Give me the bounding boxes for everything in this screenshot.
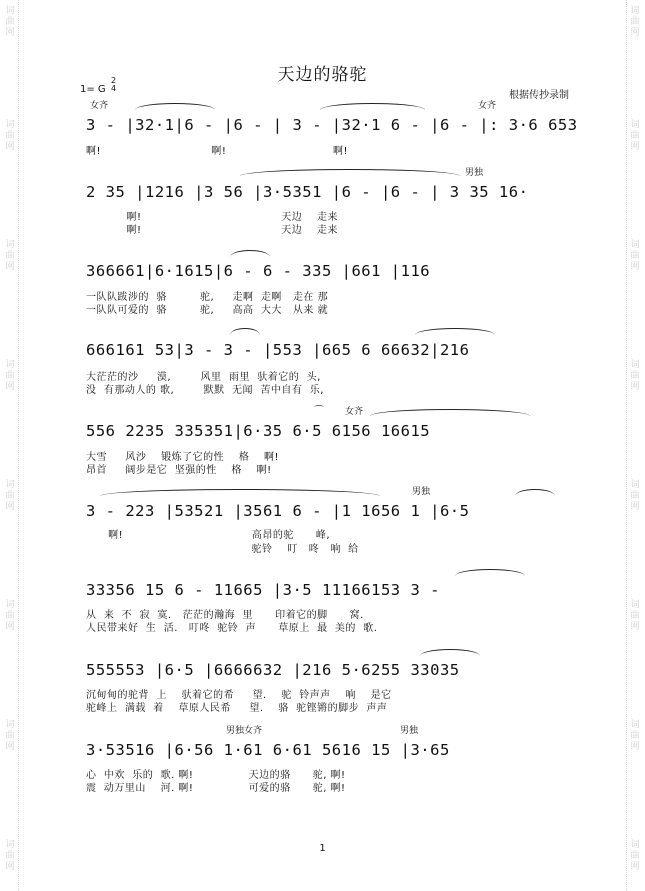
notation-line: 3·53516 |6·56 1·61 6·61 5616 15 |3·65 [86,741,450,759]
lyric-line: 驼峰上 满载 着 草原人民希 望. 骆 驼铿锵的脚步 声声 [86,703,388,714]
lyric-line: 啊! 天边 走来 [86,212,338,223]
notation-line: 3 - 223 |53521 |3561 6 - |1 1656 1 |6·5 [86,502,470,520]
key-signature: 1= G [80,84,106,95]
slur-mark [515,489,555,496]
watermark-text: 词曲网 [5,840,15,872]
lyric-line: 驼铃 叮 咚 响 给 [86,544,359,555]
notation-line: 3 - |32·1|6 - |6 - | 3 - |32·1 6 - |6 - |: 3·6 653 [86,116,578,134]
lyric-line: 一队队可爱的 骆 驼, 高高 大大 从来 就 [86,305,329,316]
slur-mark [135,103,215,110]
meter-top: 2 [111,76,117,85]
watermark-text: 词曲网 [630,6,640,38]
lyric-line: 沉甸甸的驼背 上 驮着它的希 望. 驼 铃声声 响 是它 [86,690,392,701]
lyric-line: 大茫茫的沙 漠, 风里 雨里 驮着它的 头, [86,372,321,383]
watermark-text: 词曲网 [630,360,640,392]
lyric-line: 啊! 天边 走来 [86,225,338,236]
watermark-text: 词曲网 [630,720,640,752]
lyric-line: 大雪 风沙 锻炼了它的性 格 啊! [86,452,280,463]
notation-line: 366661|6·1615|6 - 6 - 335 |661 |116 [86,262,431,280]
slur-mark [320,103,425,110]
part-tag: 男独 [412,487,431,497]
part-tag: 女齐 [90,101,109,111]
lyric-line: 昂首 阔步是它 坚强的性 格 啊! [86,465,272,476]
part-tag: 男独 [400,726,419,736]
source-note: 根据传抄录制 [509,90,569,101]
lyric-line: 啊! 啊! 啊! [86,146,349,157]
watermark-text: 词曲网 [630,240,640,272]
part-tag: 女齐 [345,407,364,417]
watermark-text: 词曲网 [5,480,15,512]
lyric-line: 一队队跋涉的 骆 驼, 走啊 走啊 走在 那 [86,292,329,303]
slur-mark [370,409,530,416]
notation-line: 556 2235 335351|6·35 6·5 6156 16615 [86,422,431,440]
lyric-line: 没 有那动人的 歌, 默默 无闻 苦中自有 乐, [86,385,324,396]
slur-mark [240,169,460,176]
part-tag: 女齐 [478,101,497,111]
lyric-line: 震 动万里山 河. 啊! 可爱的骆 驼, 啊! [86,783,346,794]
slur-mark [230,328,260,335]
watermark-text: 词曲网 [630,120,640,152]
part-tag: 男独 [465,168,484,178]
notation-line: 555553 |6·5 |6666632 |216 5·6255 33035 [86,661,460,679]
watermark-text: 词曲网 [5,720,15,752]
lyric-line: 心 中欢 乐的 歌. 啊! 天边的骆 驼, 啊! [86,770,346,781]
watermark-text: 词曲网 [5,120,15,152]
slur-mark [455,569,525,576]
watermark-text: 词曲网 [630,480,640,512]
time-signature [111,77,116,93]
watermark-text: 词曲网 [5,240,15,272]
part-tag: 男独女齐 [226,726,263,736]
slur-mark [415,328,495,335]
slur-mark [100,489,380,496]
lyric-line: 啊! 高昂的驼 峰, [86,530,331,541]
lyric-line: 人民带来好 生 活. 叮咚 驼铃 声 草原上 最 美的 歌. [86,623,378,634]
notation-line: 666161 53|3 - 3 - |553 |665 6 66632|216 [86,341,470,359]
watermark-text: 词曲网 [630,840,640,872]
watermark-text: 词曲网 [630,600,640,632]
fermata-mark: ⌒ [314,406,324,417]
page-number: 1 [319,843,326,854]
watermark-text: 词曲网 [5,6,15,38]
slur-mark [420,649,480,656]
watermark-text: 词曲网 [5,360,15,392]
meter-bottom: 4 [111,84,117,93]
watermark-strip-left [2,0,19,891]
slur-mark [230,250,270,257]
notation-line: 2 35 |1216 |3 56 |3·5351 |6 - |6 - | 3 35 16· [86,183,529,201]
song-title: 天边的骆驼 [277,65,368,85]
lyric-line: 从 来 不 寂 寞. 茫茫的瀚海 里 印着它的脚 窝. [86,610,364,621]
notation-line: 33356 15 6 - 11665 |3·5 11166153 3 - [86,581,440,599]
watermark-strip-right [626,0,643,891]
watermark-text: 词曲网 [5,600,15,632]
